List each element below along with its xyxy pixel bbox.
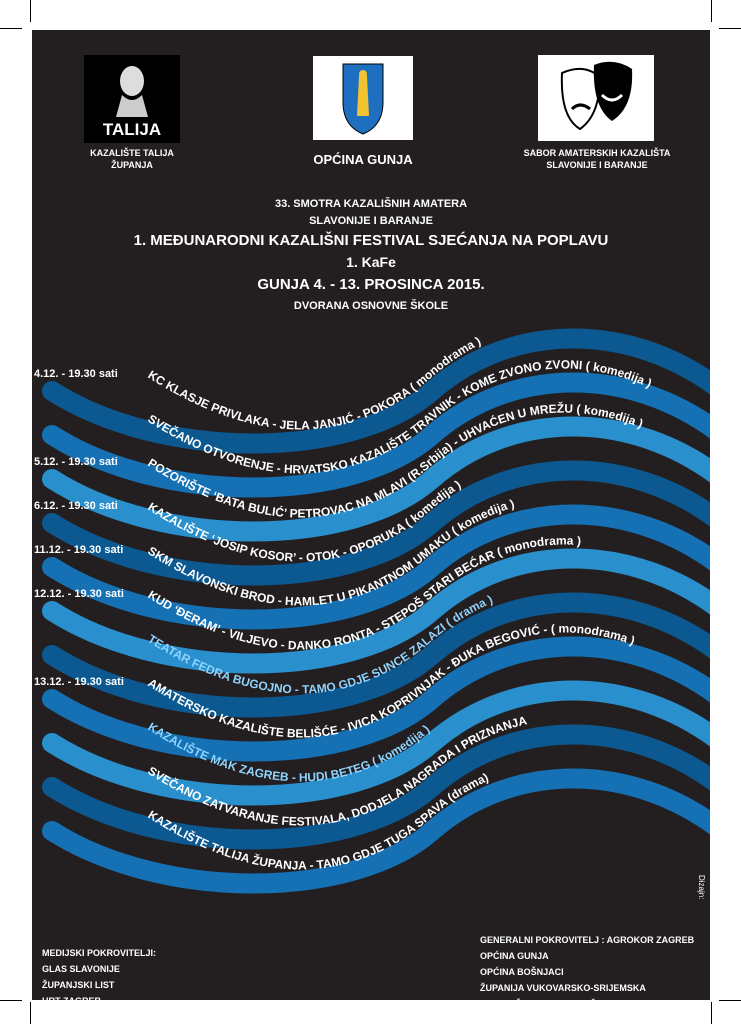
general-sponsor-heading: GENERALNI POKROVITELJ : AGROKOR ZAGREB bbox=[480, 935, 695, 945]
sabor-caption-2: SLAVONIJE I BARANJE bbox=[546, 160, 648, 170]
crop-mark bbox=[711, 1002, 712, 1024]
program-line-text: KAZALIŠTE ‘JOSIP KOSOR’ - OTOK - OPORUKA ( komedija ) bbox=[145, 477, 464, 565]
festival-venue: DVORANA OSNOVNE ŠKOLE bbox=[293, 300, 449, 312]
date-label: 6.12. - 19.30 sati bbox=[34, 500, 118, 512]
program-line-text: KAZALIŠTE MAK ZAGREB - HUDI BETEG ( komedija ) bbox=[145, 719, 433, 785]
crop-mark bbox=[0, 1000, 22, 1001]
sponsor-item: OPĆINA GUNJA bbox=[480, 951, 549, 961]
crop-mark bbox=[711, 0, 712, 22]
crop-mark bbox=[719, 28, 741, 29]
festival-short-name: 1. KaFe bbox=[346, 254, 396, 270]
festival-dates: GUNJA 4. - 13. PROSINCA 2015. bbox=[257, 276, 485, 293]
program-line-text: KAZALIŠTE TALIJA ŽUPANJA - TAMO GDJE TUGA SPAVA (drama) bbox=[145, 770, 491, 873]
general-sponsors bbox=[480, 932, 694, 1012]
talija-caption-1: KAZALIŠTE TALIJA bbox=[90, 148, 174, 158]
gunja-caption: OPĆINA GUNJA bbox=[313, 152, 413, 167]
crop-mark bbox=[30, 1002, 31, 1024]
date-label: 12.12. - 19.30 sati bbox=[34, 588, 124, 600]
date-label: 5.12. - 19.30 sati bbox=[34, 456, 118, 468]
program-line-text: SKM SLAVONSKI BROD - HAMLET U PIKANTNOM UMAKU ( komedija ) bbox=[145, 496, 516, 609]
program-line-text: SVEČANO OTVORENJE - HRVATSKO KAZALIŠTE TRAVNIK - KOME ZVONO ZVONI ( komedija ) bbox=[145, 357, 654, 477]
crop-mark bbox=[719, 1000, 741, 1001]
header-line-1: 33. SMOTRA KAZALIŠNIH AMATERA bbox=[274, 198, 468, 210]
wave-graphic bbox=[32, 30, 710, 1000]
date-label: 4.12. - 19.30 sati bbox=[34, 368, 118, 380]
date-label: 13.12. - 19.30 sati bbox=[34, 676, 124, 688]
festival-title: 1. MEĐUNARODNI KAZALIŠNI FESTIVAL SJEĆANJA NA POPLAVU bbox=[133, 232, 609, 249]
sponsor-item: OPĆINA BOŠNJACI bbox=[480, 967, 564, 977]
program-line-text: TEATAR FEDRA BUGOJNO - TAMO GDJE SUNCE ZALAZI ( drama ) bbox=[145, 592, 495, 697]
crop-mark bbox=[0, 28, 22, 29]
talija-caption-2: ŽUPANJA bbox=[111, 160, 153, 170]
program-line-text: KUD ‘ĐERAM’ - VILJEVO - DANKO RONTA - STEPOŠ STARI BEĆAR ( monodrama ) bbox=[145, 533, 582, 653]
talija-logo-text: TALIJA bbox=[102, 120, 162, 139]
media-sponsors-heading: MEDIJSKI POKROVITELJI: bbox=[42, 948, 157, 958]
sponsor-item: HRT ZAGREB bbox=[42, 996, 101, 1006]
sponsor-item: GLAS SLAVONIJE bbox=[42, 964, 120, 974]
program-line-text: KC KLASJE PRIVLAKA - JELA JANJIĆ - POKORA ( monodrama ) bbox=[145, 333, 484, 433]
media-sponsors bbox=[42, 945, 156, 1009]
program-line-text: POZORIŠTE ‘BATA BULIĆ’ PETROVAC NA MLAVI (R.Srbija) - UHVAĆEN U MREŽU ( komedija ) bbox=[145, 401, 646, 521]
date-label: 11.12. - 19.30 sati bbox=[34, 544, 124, 556]
poster bbox=[32, 30, 710, 1009]
sabor-caption-1: SABOR AMATERSKIH KAZALIŠTA bbox=[523, 148, 671, 158]
program-line-text: AMATERSKO KAZALIŠTE BELIŠĆE - IVICA KOPRIVNJAK - ĐUKA BEGOVIĆ - ( monodrama ) bbox=[145, 621, 637, 741]
sponsor-item: ŽUPANIJA VUKOVARSKO-SRIJEMSKA bbox=[480, 983, 646, 993]
sponsor-item: ŽUPANJSKI LIST bbox=[42, 980, 115, 990]
design-credit: Dizajn: bbox=[697, 875, 706, 900]
program-line-text: SVEČANO ZATVARANJE FESTIVALA, DODJELA NAGRADA I PRIZNANJA bbox=[145, 713, 529, 829]
sponsor-item: TURISTIČKA ZAJEDNICA ŽUPANJA bbox=[480, 999, 633, 1009]
header-line-2: SLAVONIJE I BARANJE bbox=[309, 215, 433, 227]
crop-mark bbox=[30, 0, 31, 22]
